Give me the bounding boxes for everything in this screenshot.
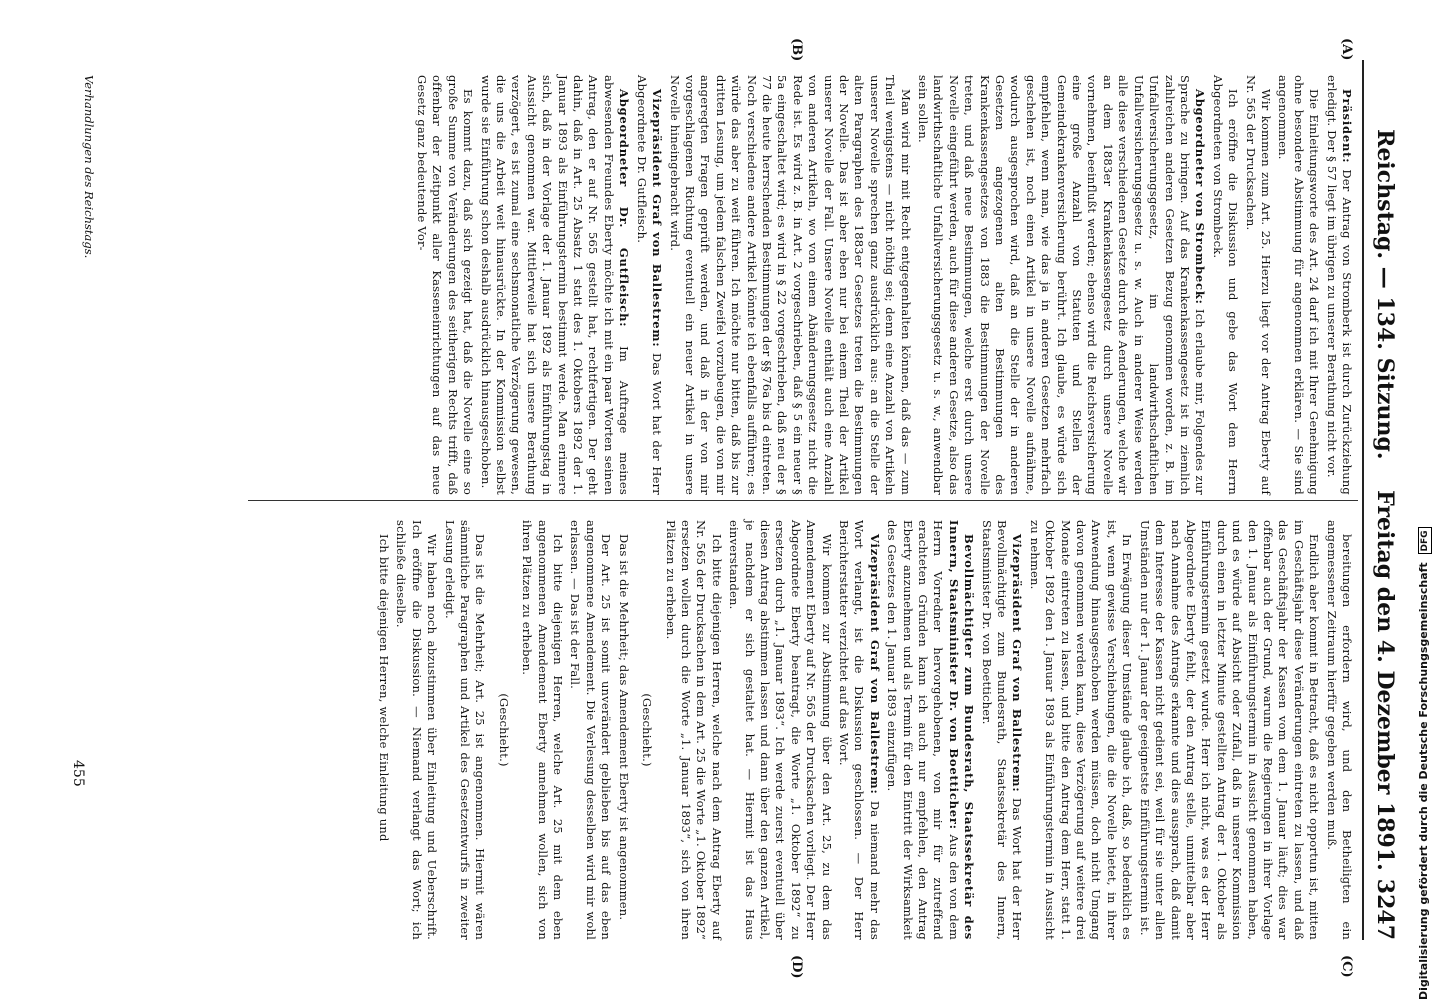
paragraph-text: Wir haben noch abzustimmen über Einleitung und Ueberschrift. Ich eröffne die Diskussion. — Niemand verlangt das Wort; ich schließe dieselbe. bbox=[394, 520, 440, 940]
paragraph-text: Aus den von dem Herrn Vorredner hervorgehobenen, von mir für zutreffend erachteten Gründen kann ich auch nur empfehlen, den Antrag Eberty anzunehmen und als Termin für den Eintritt der Wirksamkeit des Gesetzes den 1. Januar 1893 einzufügen. bbox=[885, 520, 961, 940]
paragraph bbox=[519, 520, 565, 940]
paragraph-text: (Geschieht.) bbox=[496, 693, 511, 767]
paragraph-text: Ich bitte diejenigen Herren, welche Art. 25 mit dem eben angenommenen Amendement Eberty annehmen wollen, sich von ihren Plätzen zu erheben. bbox=[520, 520, 566, 940]
paragraph bbox=[1275, 75, 1321, 495]
right-column bbox=[374, 520, 1354, 940]
speaker-name: Abgeordneter Dr. Gutfleisch: bbox=[617, 89, 632, 328]
paragraph bbox=[639, 520, 654, 940]
paragraph bbox=[567, 520, 613, 940]
paragraph bbox=[726, 520, 834, 940]
paragraph bbox=[1323, 520, 1354, 940]
paragraph bbox=[1209, 75, 1240, 495]
paragraph-text: Es kommt dazu, daß sich gezeigt hat, daß die Novelle eine so große Summe von Veränderungen des seitherigen Rechts trifft, daß offenbar der Zeitpunkt aller Kasseneinrichtungen auf das neue Gesetz ganz bedeutende Vor- bbox=[415, 75, 476, 495]
speaker-name: Vizepräsident Graf von Ballestrem: bbox=[867, 534, 882, 795]
scan-credit bbox=[1416, 0, 1432, 1000]
paragraph bbox=[414, 75, 476, 495]
header-left-text: Reichstag. — 134. Sitzung. bbox=[1372, 129, 1398, 460]
left-column bbox=[412, 75, 1354, 495]
paragraph-text: Da niemand mehr das Wort verlangt, ist die Diskussion geschlossen. — Der Herr Berichterstatter verzichtet auf das Wort. bbox=[837, 520, 882, 941]
speaker-name: Abgeordneter von Strombeck: bbox=[1193, 89, 1208, 305]
margin-letter-b: (B) bbox=[789, 38, 804, 62]
paragraph bbox=[978, 520, 1024, 940]
column-divider bbox=[248, 500, 1358, 501]
header-right-text: Freitag den 4. Dezember 1891. bbox=[1372, 490, 1398, 871]
running-head-title bbox=[1372, 60, 1398, 940]
paragraph-text: Das ist die Mehrheit; das Amendement Eberty ist angenommen. bbox=[616, 534, 631, 921]
scan-credit-text: Digitalisierung gefördert durch die Deutsche Forschungsgemeinschaft bbox=[1417, 562, 1430, 1000]
scan-margin bbox=[0, 0, 14, 1000]
paragraph-text: Das ist die Mehrheit; Art. 25 ist angenommen. Hiermit wären sämmtliche Paragraphen und Artikel des Gesetzentwurfs in zweiter Lesung erledigt. bbox=[442, 520, 488, 940]
paragraph bbox=[836, 520, 882, 940]
paragraph bbox=[633, 75, 664, 495]
paragraph-text: Das Wort hat der Herr Abgeordnete Dr. Gutfleisch. bbox=[634, 75, 665, 495]
paragraph-text: Ich eröffne die Diskussion und gebe das Wort dem Herrn Abgeordneten von Strombeck. bbox=[1210, 75, 1241, 495]
paragraph bbox=[1136, 520, 1321, 940]
paragraph-text: Wir kommen zum Art. 25. Hierzu liegt vor der Antrag Eberty auf Nr. 565 der Drucksachen. bbox=[1243, 75, 1273, 495]
paragraph bbox=[915, 75, 1208, 495]
speaker-name: Präsident: bbox=[1340, 89, 1354, 164]
paragraph-text: Der Antrag von Stromberk ist durch Zurückziehung erledigt. Der § 57 liegt im übrigen zu unserer Berathung nicht vor. bbox=[1324, 75, 1354, 495]
page-number: 3247 bbox=[1372, 878, 1398, 940]
paragraph-text: In Erwägung dieser Umstände glaube ich, daß, so bedenklich es ist, wenn gewisse Verschiebungen, die die Novelle bietet, in ihrer Anwendung hinausgeschoben werden müssen, doch nicht Umgang davon genommen werden kann, diese Verzögerung auf weitere drei Monate eintreten zu lassen, und bitte den Antrag dem Herr, statt 1. Oktober 1892 den 1. Januar 1893 als Einführungstermin in Aussicht zu nehmen. bbox=[1027, 520, 1135, 940]
paragraph bbox=[662, 520, 724, 940]
paragraph-text: Wir kommen zur Abstimmung über den Art. 25, zu dem das Amendement Eberty auf Nr. 565 der Drucksachen vorliegt. Der Herr Abgeordnete Eberty beantragt, die Worte „1. Oktober 1892“ zu ersetzen durch „1. Januar 1893“. Ich werde zuerst eventuell über diesen Antrag abstimmen lassen und dann über den ganzen Artikel, je nachdem er sich gestaltet hat. — Hiermit ist das Haus einverstanden. bbox=[727, 520, 834, 940]
paragraph-text: Ich bitte diejenigen Herren, welche nach dem Antrag Eberty auf Nr. 565 der Drucksachen in dem Art. 25 die Worte „1. Oktober 1892“ ersetzen wollen durch die Worte „1. Januar 1893“, sich von ihren Plätzen zu erheben. bbox=[663, 520, 724, 940]
paragraph-text: Die Einleitungsworte des Art. 24 darf ich mit Ihrer Genehmigung ohne besondere Abstimmung für angenommen erklären. — Sie sind angenommen. bbox=[1276, 75, 1322, 495]
paragraph bbox=[1242, 75, 1273, 495]
speaker-name: Vizepräsident Graf von Ballestrem: bbox=[1010, 534, 1025, 793]
paragraph bbox=[441, 520, 487, 940]
dfg-logo: DFG bbox=[1418, 527, 1432, 554]
paragraph bbox=[1323, 75, 1354, 495]
document-page bbox=[16, 0, 1416, 1000]
header-rule bbox=[1362, 60, 1364, 940]
paragraph bbox=[1026, 520, 1134, 940]
margin-letter-d: (D) bbox=[789, 955, 804, 979]
paragraph bbox=[376, 520, 391, 940]
paragraph bbox=[477, 75, 631, 495]
paragraph-text: Ich erlaube mir, Folgendes zur Sprache zu bringen. Auf das Krankenkassengesetz ist in ziemlich zahlreichen anderen Gesetzen Bezug genommen worden, z. B. im Unfallversicherungsgesetz, im landwirthschaftlichen Unfallversicherungsgesetz u. s. w. Auch in anderer Weise werden alle diese verschiedenen Gesetze durch die Aenderungen, welche wir an dem 1883er Krankenkassengesetz durch unsere Novelle vornehmen, beeinflußt werden; ebenso wird die Reichsversicherung eine große Anzahl von Statuten und Stellen der Gemeindekrankenversicherung berührt. Ich glaube, es würde sich empfehlen, wenn man, wie das ja in anderen Gesetzen mehrfach geschehen ist, noch einen Artikel in unsere Novelle aufnähme, wodurch ausgesprochen wird, daß an die Stelle der in anderen Gesetzen angezogenen alten Bestimmungen des Krankenkassengesetzes von 1883 die Bestimmungen der Novelle treten, und daß neue Bestimmungen, welche erst durch unsere Novelle eingeführt werden, auch für diese anderen Gesetze, also das landwirthschaftliche Unfallversicherungsgesetz u. s. w., anwendbar sein sollen. bbox=[916, 75, 1208, 495]
paragraph-text: (Geschieht.) bbox=[640, 693, 655, 767]
speaker-name: Vizepräsident Graf von Ballestrem: bbox=[650, 89, 665, 348]
speaker-name: Bevollmächtigter zum Bundesrath, Staatssekretär des Innern, Staatsminister Dr. von Boetticher: bbox=[946, 520, 977, 940]
paragraph-text: Ich bitte diejenigen Herren, welche Einleitung und bbox=[377, 534, 392, 842]
paragraph-text: bereitungen erfordern wird, und den Betheiligten ein angemessener Zeitraum hierfür gegeben werden muß. bbox=[1324, 520, 1354, 940]
paragraph-text: Im Auftrage meines abwesenden Freundes Eberty möchte ich mit ein paar Worten seinen Antrag, den er auf Nr. 565 gestellt hat, rechtfertigen. Der geht dahin, daß in Art. 25 Absatz 1 statt des 1. Oktobers 1892 der 1. Januar 1893 als Einführungstermin bestimmt werde. Man erinnere sich, daß in der Vorlage der 1. Januar 1892 als Einführungstag in Aussicht genommen war. Mittlerweile hat sich unsere Berathung verzögert, es ist zumal eine sechsmonatliche Verzögerung gewesen, die uns die Arbeit weit hinausrückte. In der Kommission selbst wurde sie Einführung schon deshalb ausdrücklich hinausgeschoben. bbox=[478, 75, 632, 496]
paragraph bbox=[615, 520, 630, 940]
paragraph-text: Man wird mir mit Recht entgegenhalten können, daß das — zum Theil wenigstens — nicht nöthig sei; denn eine Anzahl von Artikeln unserer Novelle sprechen ganz ausdrücklich aus: an die Stelle der alten Paragraphen des 1883er Gesetzes treten die Bestimmungen der Novelle. Das ist aber eben nur bei einem Theil der Artikel unserer Novelle der Fall. Unsere Novelle enthält auch eine Anzahl von anderen Artikeln, wo von einem Abänderungsgesetz nicht die Rede ist. Es wird z. B. in Art. 2 vorgeschrieben, daß § 5 ein neuer § 5a eingeschaltet wird; es wird in § 22 vorgeschrieben, daß neu der § 77 die heute herrschenden Bestimmungen der §§ 76a bis d eintreten. Noch verschiedene andere Artikel könnte ich ebenfalls aufführen; es würde das aber zu weit führen. Ich möchte nur bitten, daß bis zur dritten Lesung, um jedem falschen Zweifel vorzubeugen, die von mir angeregten Fragen geprüft werden, und daß in der von mir vorgeschlagenen Richtung eventuell ein neuer Artikel in unsere Novelle hineingebracht wird. bbox=[667, 75, 913, 495]
paragraph bbox=[666, 75, 913, 495]
paragraph-text: Endlich aber kommt in Betracht, daß es nicht opportun ist, mitten im Geschäftsjahr diese Veränderungen eintreten zu lassen, und daß das Geschäftsjahr der Kassen vom dem 1. Januar läuft; dies war offenbar auch der Grund, warum die Regierungen in ihrer Vorlage den 1. Januar als Einführungstermin in Aussicht genommen haben, und es würde auf Absicht oder Zufall, daß in unserer Kommission durch einen in letzter Minute gestellten Antrag der 1. Oktober als Einführungstermin gesetzt wurde. Herr ich nicht, was es der Herr Abgeordnete Eberty fehlt, der den Antrag stelle, unmittelbar aber nach Annahme des Antrags erkannte und dies aussprach, daß damit dem Interesse der Kassen nicht gedient sei, weil für sie unter allen Umständen nur der 1. Januar der geeignetste Einführungstermin ist. bbox=[1137, 520, 1322, 940]
sheet-number: 455 bbox=[70, 760, 86, 787]
paragraph bbox=[393, 520, 439, 940]
margin-letter-c: (C) bbox=[1339, 955, 1354, 978]
paragraph-text: Der Art. 25 ist somit unverändert geblieben bis auf das eben angenommene Amendement. Die Verlesung desselben wird mir wohl erlassen. — Das ist der Fall. bbox=[568, 520, 614, 940]
paragraph bbox=[495, 520, 510, 940]
paragraph bbox=[884, 520, 976, 940]
running-head bbox=[1368, 60, 1398, 940]
paragraph-text: Das Wort hat der Herr Bevollmächtigte zum Bundesrath, Staatssekretär des Innern, Staatsminister Dr. von Boetticher. bbox=[979, 520, 1025, 940]
footer-note: Verhandlungen des Reichstags. bbox=[82, 75, 96, 259]
margin-letter-a: (A) bbox=[1339, 38, 1354, 61]
